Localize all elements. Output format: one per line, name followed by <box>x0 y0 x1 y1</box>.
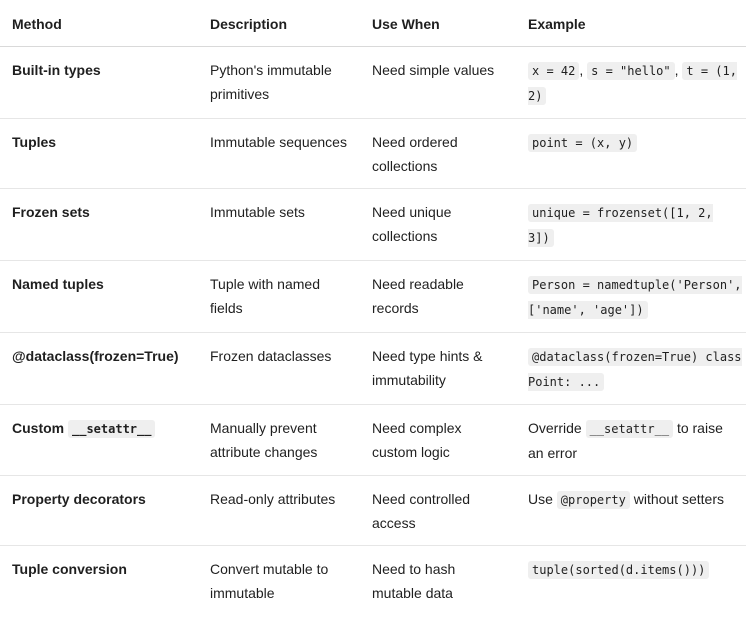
code-snippet: __setattr__ <box>68 420 155 438</box>
use-when-cell: Need type hints & immutability <box>360 333 516 405</box>
example-cell <box>516 333 746 405</box>
table-row <box>0 189 746 261</box>
use-when-cell: Need ordered collections <box>360 119 516 189</box>
example-cell <box>516 47 746 119</box>
description-cell: Python's immutable primitives <box>198 47 360 119</box>
use-when-cell: Need controlled access <box>360 476 516 546</box>
code-snippet: __setattr__ <box>586 420 673 438</box>
description-cell: Immutable sets <box>198 189 360 261</box>
code-snippet: s = "hello" <box>587 62 674 80</box>
table-row <box>0 47 746 119</box>
code-snippet: unique = frozenset([1, 2, 3]) <box>528 206 713 245</box>
separator: , <box>674 62 683 78</box>
description-cell: Read-only attributes <box>198 476 360 546</box>
separator: , <box>579 62 588 78</box>
example-text: Override <box>528 420 586 436</box>
code-snippet: t = (1, 2) <box>528 64 737 103</box>
method-cell: Named tuples <box>0 261 198 333</box>
example-cell <box>516 405 746 476</box>
table-row <box>0 119 746 189</box>
use-when-cell: Need readable records <box>360 261 516 333</box>
code-snippet: x = 42 <box>528 62 579 80</box>
use-when-cell: Need simple values <box>360 47 516 119</box>
code-snippet: Person = namedtuple('Person', ['name', 'age']) <box>528 278 742 317</box>
method-cell: @dataclass(frozen=True) <box>0 333 198 405</box>
example-cell <box>516 119 746 189</box>
header-method: Method <box>0 0 198 47</box>
use-when-cell: Need unique collections <box>360 189 516 261</box>
method-cell: Tuple conversion <box>12 561 127 577</box>
method-label: Custom <box>12 420 68 436</box>
code-snippet: tuple(sorted(d.items())) <box>528 561 709 579</box>
table-row <box>0 333 746 405</box>
method-cell: Tuples <box>0 119 198 189</box>
method-cell: Frozen sets <box>0 189 198 261</box>
example-cell <box>516 476 746 546</box>
description-cell: Manually prevent attribute changes <box>198 405 360 476</box>
table-row <box>0 546 746 616</box>
method-cell <box>0 405 198 476</box>
table-header-row <box>0 0 746 47</box>
description-cell: Immutable sequences <box>198 119 360 189</box>
description-cell: Frozen dataclasses <box>198 333 360 405</box>
use-when-cell: Need complex custom logic <box>360 405 516 476</box>
table-row <box>0 261 746 333</box>
example-text: Use <box>528 491 557 507</box>
header-use-when: Use When <box>360 0 516 47</box>
header-description: Description <box>198 0 360 47</box>
method-cell: Built-in types <box>0 47 198 119</box>
code-snippet: @property <box>557 491 630 509</box>
description-cell: Convert mutable to immutable <box>210 561 329 601</box>
description-cell: Tuple with named fields <box>198 261 360 333</box>
example-cell <box>516 189 746 261</box>
use-when-cell: Need to hash mutable data <box>372 561 456 601</box>
example-text: to raise an error <box>528 420 723 461</box>
table-row <box>0 405 746 476</box>
example-cell <box>516 546 746 616</box>
method-cell: Property decorators <box>0 476 198 546</box>
example-text: without setters <box>629 491 724 507</box>
code-snippet: @dataclass(frozen=True) class Point: ... <box>528 350 742 389</box>
code-snippet: point = (x, y) <box>528 134 637 152</box>
example-cell <box>516 261 746 333</box>
table-row <box>0 476 746 546</box>
header-example: Example <box>516 0 746 47</box>
